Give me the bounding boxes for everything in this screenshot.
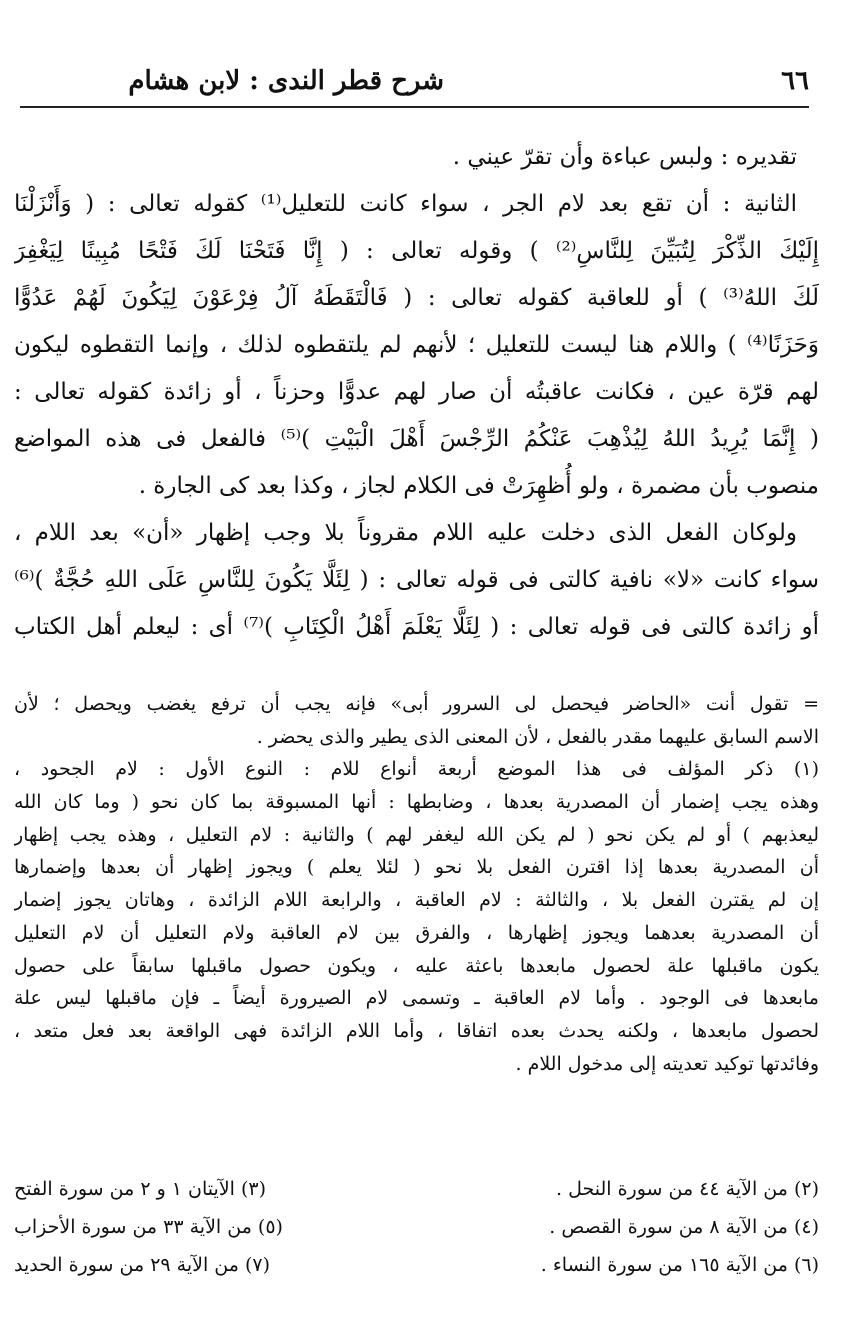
reference-item: (٥) من الآية ٣٣ من سورة الأحزاب — [14, 1216, 283, 1238]
page-header — [20, 58, 809, 108]
footnote-line: وهذه يجب إضمار أن المصدرية بعدها ، وضابطها : أنها المسبوقة بما كان نحو ( وما كان الله — [14, 791, 819, 814]
reference-row — [14, 1246, 819, 1284]
footnote-line: = تقول أنت «الحاضر فيحصل لى السرور أبى» فإنه يجب أن ترفع يغضب ويحصل ؛ لأن — [14, 693, 819, 715]
reference-item: (٣) الآيتان ١ و ٢ من سورة الفتح — [14, 1178, 267, 1200]
footnote-line: يكون ماقبلها علة لحصول مابعدها باعثة عليه ، ويكون حصول ماقبلها سابقاً على حصول — [14, 954, 819, 977]
text-line: أو زائدة كالتى فى قوله تعالى : ( لِئَلَّا يَعْلَمَ أَهْلُ الْكِتَابِ )⁽⁷⁾ أى : ليعلم أهل الكتاب — [14, 614, 819, 640]
text-line: الثانية : أن تقع بعد لام الجر ، سواء كانت للتعليل⁽¹⁾ كقوله تعالى : ( وَأَنْزَلْنَا — [14, 191, 797, 217]
reference-item: (٢) من الآية ٤٤ من سورة النحل . — [556, 1178, 819, 1200]
text-line: سواء كانت «لا» نافية كالتى فى قوله تعالى : ( لِئَلَّا يَكُونَ لِلنَّاسِ عَلَى اللهِ حُجَّةٌ )⁽⁶⁾ — [14, 567, 819, 593]
main-text — [14, 134, 819, 651]
text-line: لَكَ اللهُ⁽³⁾ ) أو للعاقبة كقوله تعالى : ( فَالْتَقَطَهُ آلُ فِرْعَوْنَ لِيَكُونَ لَهُمْ عَدُوًّا — [14, 285, 819, 311]
footnote-line: لحصول مابعدها ، ولكنه يحدث بعده اتفاقا ، وأما اللام الزائدة فهى الواقعة بعد فعل متعد ، — [14, 1019, 819, 1042]
footnotes — [14, 688, 819, 1080]
reference-item: (٤) من الآية ٨ من سورة القصص . — [549, 1216, 819, 1238]
reference-item: (٧) من الآية ٢٩ من سورة الحديد — [14, 1254, 271, 1276]
footnote-line: مابعدها فى الوجود . وأما لام العاقبة ـ وتسمى لام الصيرورة أيضاً ـ فإن ماقبلها ليس علة — [14, 987, 819, 1010]
footnote-line: وفائدتها توكيد تعديته إلى مدخول اللام . — [515, 1052, 819, 1075]
text-line: تقديره : ولبس عباءة وأن تقرّ عيني . — [452, 144, 797, 170]
footnote-line: إن لم يقترن الفعل بلا ، والثالثة : لام العاقبة ، والرابعة اللام الزائدة ، وهاتان يجوز إضمار — [14, 889, 819, 912]
footnote-line: (١) ذكر المؤلف فى هذا الموضع أربعة أنواع للام : النوع الأول : لام الجحود ، — [14, 758, 819, 781]
text-line: ( إِنَّمَا يُرِيدُ اللهُ لِيُذْهِبَ عَنْكُمُ الرِّجْسَ أَهْلَ الْبَيْتِ )⁽⁵⁾ فالفعل فى هذه المواضع — [14, 426, 819, 452]
footnote-line: الاسم السابق عليهما مقدر بالفعل ، لأن المعنى الذى يطير والذى يحضر . — [256, 725, 819, 748]
page-number: ٦٦ — [781, 66, 809, 96]
reference-item: (٦) من الآية ١٦٥ من سورة النساء . — [540, 1254, 819, 1276]
verse-references — [14, 1170, 819, 1284]
text-line: إِلَيْكَ الذِّكْرَ لِتُبَيِّنَ لِلنَّاسِ⁽²⁾ ) وقوله تعالى : ( إِنَّا فَتَحْنَا لَكَ فَتْحًا مُبِينًا لِيَغْفِرَ — [14, 238, 819, 264]
text-line: لهم قرّة عين ، فكانت عاقبتُه أن صار لهم عدوًّا وحزناً ، أو زائدة كقوله تعالى : — [14, 379, 819, 405]
text-line: ولوكان الفعل الذى دخلت عليه اللام مقروناً بلا وجب إظهار «أن» بعد اللام ، — [14, 520, 797, 546]
reference-row — [14, 1208, 819, 1246]
text-line: منصوب بأن مضمرة ، ولو أُظهِرَتْ فى الكلام لجاز ، وكذا بعد كى الجارة . — [138, 473, 819, 499]
footnote-line: أن المصدرية بعدها إذا اقترن الفعل بلا نحو ( لئلا يعلم ) ويجوز إظهار أن بعدها وإضمارها — [14, 856, 819, 879]
running-title: شرح قطر الندى : لابن هشام — [128, 66, 444, 96]
text-line: وَحَزَنًا⁽⁴⁾ ) واللام هنا ليست للتعليل ؛ لأنهم لم يلتقطوه لذلك ، وإنما التقطوه ليكون — [14, 332, 819, 358]
footnote-line: أن المصدرية بعدهما ويجوز إظهارها ، والفرق بين لام العاقبة ولام التعليل أن لام التعليل — [14, 921, 819, 944]
reference-row — [14, 1170, 819, 1208]
header-rule — [20, 106, 809, 108]
footnote-line: ليعذبهم ) أو لم يكن نحو ( لم يكن الله ليغفر لهم ) والثانية : لام التعليل ، وهذه يجب إظهار — [14, 823, 819, 846]
